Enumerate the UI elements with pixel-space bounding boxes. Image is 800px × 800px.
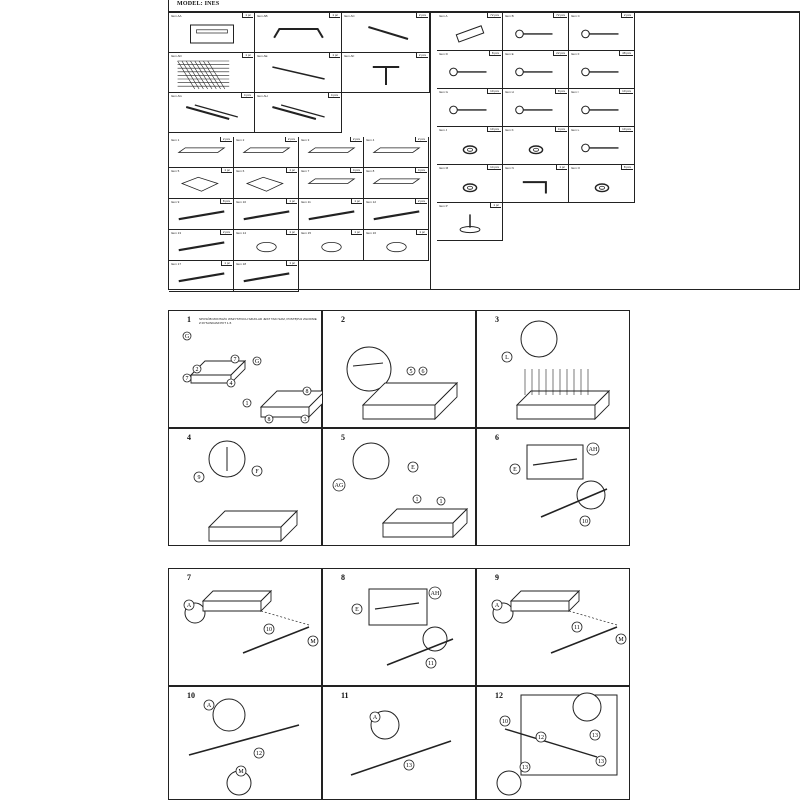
hardware-p-drawing (437, 203, 503, 241)
hardware-i-label: Item I (571, 90, 579, 94)
step-diagram (477, 429, 631, 547)
callout-text: 10 (266, 627, 272, 633)
hardware-i-qty: 10 pcs (619, 89, 633, 94)
callout-text: A (372, 715, 378, 721)
callout-text: M (310, 639, 316, 645)
part-ac-label: Item AC (344, 14, 355, 18)
step-diagram (169, 569, 323, 687)
step-number: 12 (495, 691, 503, 700)
part-af-drawing (342, 53, 430, 93)
panel-10-qty: 1 pc (286, 199, 297, 204)
panel-9-qty: 8 pcs (220, 199, 232, 204)
hardware-a-qty: 72 pcs (487, 13, 501, 18)
callout-text: 2 (195, 367, 199, 373)
panel-13-card (169, 230, 234, 261)
part-af-label: Item AF (344, 54, 355, 58)
panel-2-qty: 2 pcs (285, 137, 297, 142)
callout-text: 1 (415, 497, 419, 503)
panel-1-label: Item 1 (171, 138, 180, 142)
callout-text: 7 (185, 376, 189, 382)
callout-text: 8 (267, 417, 271, 423)
hardware-d-label: Item D (439, 52, 448, 56)
hardware-m-label: Item M (439, 166, 449, 170)
hardware-c-qty: 2 pcs (621, 13, 633, 18)
panel-8-label: Item 8 (366, 169, 375, 173)
part-ae-card (255, 53, 342, 93)
hardware-l-qty: 10 pcs (619, 127, 633, 132)
panel-7-qty: 4 pcs (350, 168, 362, 173)
part-ah-drawing (255, 93, 342, 133)
part-ah-label: Item AH (257, 94, 268, 98)
callout-text: A (494, 603, 500, 609)
hardware-h-label: Item H (505, 90, 514, 94)
callout-text: 1 (439, 499, 443, 505)
panel-4-card (364, 137, 429, 168)
part-af-qty: 2 pcs (416, 53, 428, 58)
callout-text: 11 (428, 661, 434, 667)
part-ac-qty: 2 pcs (416, 13, 428, 18)
step-diagram (477, 687, 631, 800)
hardware-j-card (437, 127, 503, 165)
assembly-step-12 (476, 686, 630, 800)
panel-7-card (299, 168, 364, 199)
panel-6-qty: 1 pc (286, 168, 297, 173)
panel-3-card (299, 137, 364, 168)
panel-6-label: Item 6 (236, 169, 245, 173)
step-number: 5 (341, 433, 345, 442)
step-note: SPOSÓB MONTAŻU WSZYSTKICH SZUFLAD JEST TAKI SAM, POSTĘPUJ ZGODNIE Z RYSUNKAMI PKT 1-5 (199, 317, 317, 325)
part-ag-drawing (169, 93, 255, 133)
hardware-m-drawing (437, 165, 503, 203)
part-ad-label: Item AD (171, 54, 182, 58)
step-number: 2 (341, 315, 345, 324)
callout-text: E (513, 467, 517, 473)
panel-5-qty: 1 pc (221, 168, 232, 173)
panel-4-qty: 2 pcs (415, 137, 427, 142)
step-number: 7 (187, 573, 191, 582)
step-diagram (323, 569, 477, 687)
panel-8-qty: 4 pcs (415, 168, 427, 173)
callout-text: A (206, 703, 212, 709)
hardware-d-qty: 8 pcs (489, 51, 501, 56)
step-diagram (323, 687, 477, 800)
part-ab-drawing (255, 13, 342, 53)
part-ae-label: Item AE (257, 54, 268, 58)
panel-18-card (234, 261, 299, 292)
part-ad-card (169, 53, 255, 93)
callout-text: 13 (406, 763, 412, 769)
hardware-f-card (569, 51, 635, 89)
callout-text: 12 (538, 735, 544, 741)
part-ab-qty: 1 pc (329, 13, 340, 18)
hardware-k-qty: 4 pcs (555, 127, 567, 132)
hardware-j-label: Item J (439, 128, 448, 132)
panel-17-card (169, 261, 234, 292)
hardware-g-drawing (437, 89, 503, 127)
callout-text: 7 (233, 357, 237, 363)
callout-text: E (411, 465, 415, 471)
part-aa-card (169, 13, 255, 53)
assembly-step-5 (322, 428, 476, 546)
hardware-b-card (503, 13, 569, 51)
callout-text: 13 (522, 765, 528, 771)
hardware-j-qty: 10 pcs (487, 127, 501, 132)
hardware-k-drawing (503, 127, 569, 165)
hardware-n-card (503, 165, 569, 203)
panel-14-label: Item 14 (236, 231, 247, 235)
panel-9-card (169, 199, 234, 230)
hardware-e-label: Item E (505, 52, 514, 56)
step-number: 4 (187, 433, 191, 442)
callout-text: L (505, 355, 509, 361)
callout-text: 5 (409, 369, 413, 375)
panel-15-label: Item 15 (301, 231, 312, 235)
part-ab-label: Item AB (257, 14, 268, 18)
hardware-a-drawing (437, 13, 503, 51)
hardware-h-drawing (503, 89, 569, 127)
hardware-i-card (569, 89, 635, 127)
panel-12-card (364, 199, 429, 230)
part-ag-label: Item AG (171, 94, 182, 98)
step-number: 8 (341, 573, 345, 582)
assembly-step-1 (168, 310, 322, 428)
panel-11-label: Item 11 (301, 200, 311, 204)
panel-2-card (234, 137, 299, 168)
hardware-a-label: Item A (439, 14, 448, 18)
assembly-step-8 (322, 568, 476, 686)
callout-text: M (238, 769, 244, 775)
part-af-card (342, 53, 430, 93)
callout-text: AG (334, 483, 344, 489)
part-ad-drawing (169, 53, 255, 93)
panel-14-qty: 1 pc (286, 230, 297, 235)
hardware-h-qty: 8 pcs (555, 89, 567, 94)
callout-text: 13 (598, 759, 604, 765)
part-aa-qty: 1 pc (242, 13, 253, 18)
hardware-n-qty: 1 pc (556, 165, 567, 170)
panel-2-label: Item 2 (236, 138, 245, 142)
callout-text: 10 (502, 719, 508, 725)
callout-text: 1 (245, 401, 249, 407)
part-ab-card (255, 13, 342, 53)
panel-12-qty: 2 pcs (415, 199, 427, 204)
hardware-f-label: Item F (571, 52, 580, 56)
panel-3-label: Item 3 (301, 138, 310, 142)
hardware-d-card (437, 51, 503, 89)
callout-text: 13 (592, 733, 598, 739)
part-aa-label: Item AA (171, 14, 182, 18)
assembly-step-9 (476, 568, 630, 686)
hardware-o-label: Item O (571, 166, 581, 170)
parts-divider (430, 12, 431, 290)
hardware-g-qty: 10 pcs (487, 89, 501, 94)
panel-5-card (169, 168, 234, 199)
callout-text: G (254, 359, 260, 365)
hardware-b-drawing (503, 13, 569, 51)
panel-13-label: Item 13 (171, 231, 182, 235)
step-diagram (477, 311, 631, 429)
panel-14-card (234, 230, 299, 261)
hardware-p-card (437, 203, 503, 241)
callout-text: M (618, 637, 624, 643)
hardware-a-card (437, 13, 503, 51)
callout-text: 3 (303, 417, 307, 423)
hardware-p-label: Item P (439, 204, 448, 208)
hardware-g-label: Item G (439, 90, 449, 94)
step-diagram (323, 429, 477, 547)
panel-6-card (234, 168, 299, 199)
callout-text: 10 (582, 519, 588, 525)
hardware-o-qty: 8 pcs (621, 165, 633, 170)
panel-5-label: Item 5 (171, 169, 180, 173)
step-diagram (169, 311, 323, 429)
panel-15-card (299, 230, 364, 261)
panel-10-card (234, 199, 299, 230)
step-number: 10 (187, 691, 195, 700)
hardware-e-qty: 22 pcs (553, 51, 567, 56)
panel-18-label: Item 18 (236, 262, 247, 266)
hardware-c-drawing (569, 13, 635, 51)
part-ae-qty: 1 pc (329, 53, 340, 58)
hardware-l-card (569, 127, 635, 165)
panel-17-qty: 1 pc (221, 261, 232, 266)
assembly-step-6 (476, 428, 630, 546)
panel-11-qty: 1 pc (351, 199, 362, 204)
part-ae-drawing (255, 53, 342, 93)
callout-text: 4 (229, 381, 233, 387)
step-diagram (169, 429, 323, 547)
hardware-o-card (569, 165, 635, 203)
hardware-f-drawing (569, 51, 635, 89)
assembly-step-2 (322, 310, 476, 428)
panel-16-label: Item 16 (366, 231, 377, 235)
panel-13-qty: 2 pcs (220, 230, 232, 235)
hardware-d-drawing (437, 51, 503, 89)
panel-16-qty: 1 pc (416, 230, 427, 235)
model-header (168, 0, 800, 12)
hardware-c-card (569, 13, 635, 51)
callout-text: G (184, 334, 190, 340)
panel-18-qty: 1 pc (286, 261, 297, 266)
hardware-l-drawing (569, 127, 635, 165)
part-ag-card (169, 93, 255, 133)
callout-text: AH (588, 447, 598, 453)
panel-1-qty: 2 pcs (220, 137, 232, 142)
hardware-e-drawing (503, 51, 569, 89)
panel-10-label: Item 10 (236, 200, 247, 204)
hardware-n-label: Item N (505, 166, 514, 170)
step-number: 11 (341, 691, 349, 700)
callout-text: F (255, 469, 259, 475)
panel-4-label: Item 4 (366, 138, 375, 142)
step-number: 6 (495, 433, 499, 442)
callout-text: 12 (256, 751, 262, 757)
hardware-m-card (437, 165, 503, 203)
panel-3-qty: 2 pcs (350, 137, 362, 142)
callout-text: E (355, 607, 359, 613)
assembly-step-3 (476, 310, 630, 428)
panel-11-card (299, 199, 364, 230)
hardware-i-drawing (569, 89, 635, 127)
panel-8-card (364, 168, 429, 199)
step-diagram (169, 687, 323, 800)
callout-text: 11 (574, 625, 580, 631)
callout-text: 8 (305, 389, 309, 395)
panel-1-card (169, 137, 234, 168)
part-aa-drawing (169, 13, 255, 53)
callout-text: 6 (421, 369, 425, 375)
callout-text: A (186, 603, 192, 609)
hardware-m-qty: 14 pcs (487, 165, 501, 170)
panel-7-label: Item 7 (301, 169, 310, 173)
hardware-k-card (503, 127, 569, 165)
hardware-b-label: Item B (505, 14, 514, 18)
hardware-c-label: Item C (571, 14, 580, 18)
assembly-step-10 (168, 686, 322, 800)
hardware-e-card (503, 51, 569, 89)
step-diagram (477, 569, 631, 687)
panel-15-qty: 1 pc (351, 230, 362, 235)
assembly-step-4 (168, 428, 322, 546)
part-ad-qty: 1 pc (242, 53, 253, 58)
part-ac-card (342, 13, 430, 53)
part-ah-qty: 4 pcs (328, 93, 340, 98)
panel-17-label: Item 17 (171, 262, 182, 266)
step-number: 1 (187, 315, 191, 324)
panel-16-card (364, 230, 429, 261)
hardware-g-card (437, 89, 503, 127)
hardware-o-drawing (569, 165, 635, 203)
panel-12-label: Item 12 (366, 200, 377, 204)
hardware-n-drawing (503, 165, 569, 203)
assembly-step-7 (168, 568, 322, 686)
hardware-b-qty: 72 pcs (553, 13, 567, 18)
callout-text: AH (430, 591, 440, 597)
hardware-f-qty: 48 pcs (619, 51, 633, 56)
part-ah-card (255, 93, 342, 133)
hardware-k-label: Item K (505, 128, 514, 132)
part-ag-qty: 4 pcs (241, 93, 253, 98)
hardware-j-drawing (437, 127, 503, 165)
hardware-h-card (503, 89, 569, 127)
callout-text: 9 (197, 475, 201, 481)
step-diagram (323, 311, 477, 429)
hardware-p-qty: 1 pc (490, 203, 501, 208)
model-title: MODEL: INES (177, 1, 220, 7)
hardware-l-label: Item L (571, 128, 580, 132)
part-ac-drawing (342, 13, 430, 53)
step-number: 3 (495, 315, 499, 324)
assembly-step-11 (322, 686, 476, 800)
step-number: 9 (495, 573, 499, 582)
panel-9-label: Item 9 (171, 200, 180, 204)
